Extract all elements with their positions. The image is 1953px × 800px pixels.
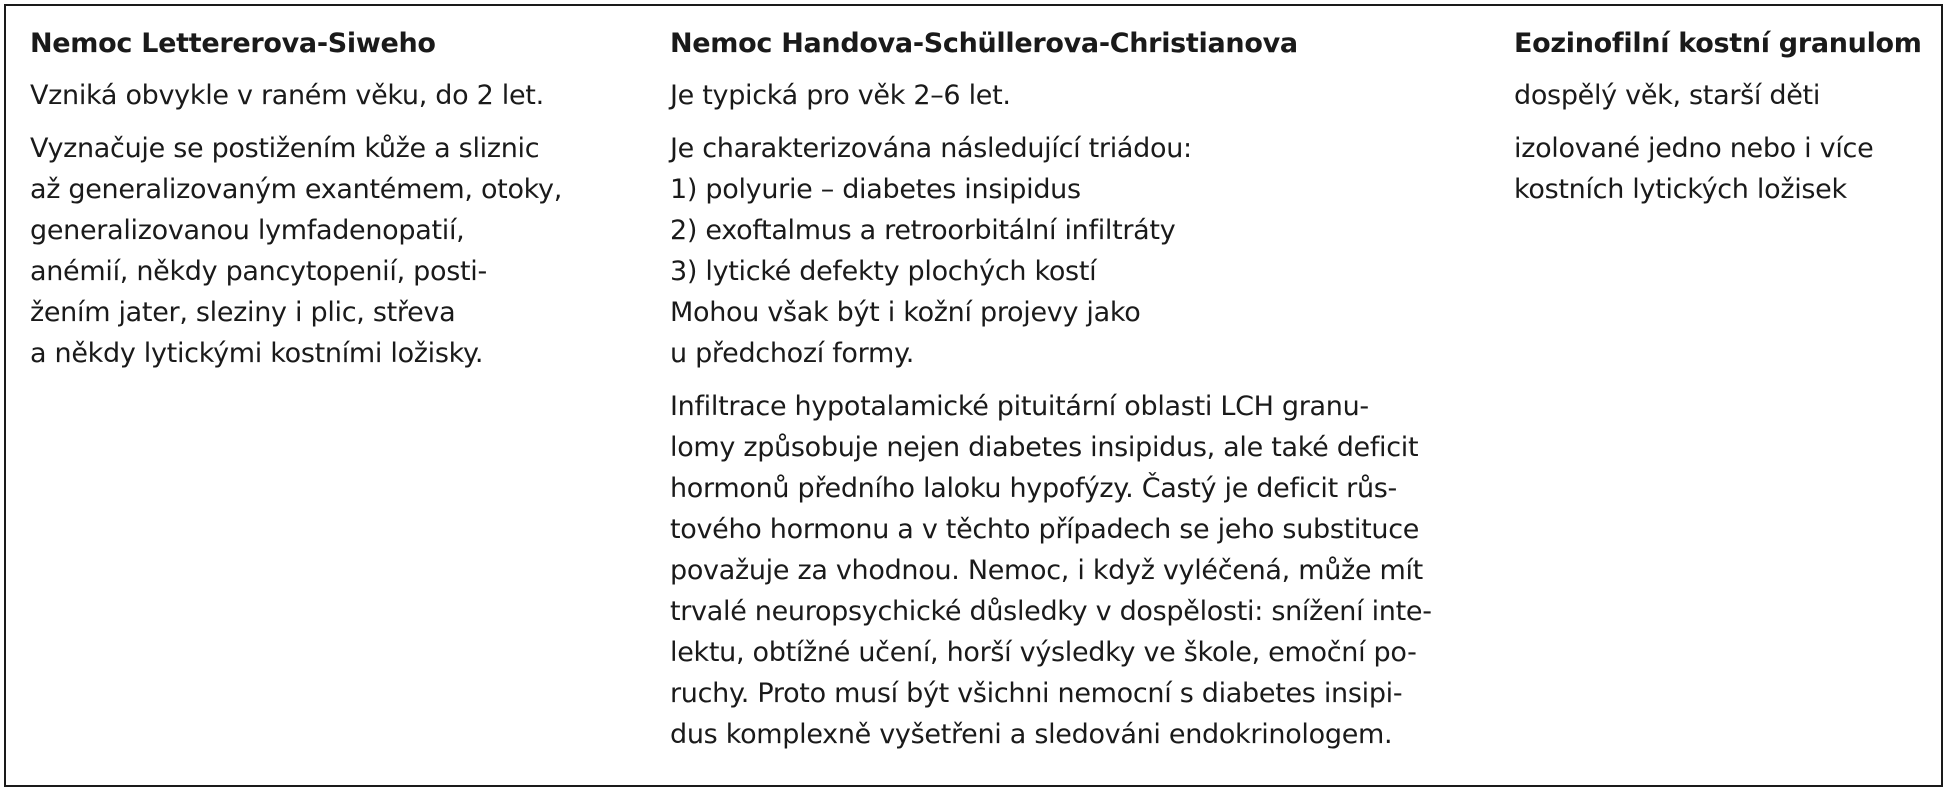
column-header: Eozinofilní kostní granulom xyxy=(1514,28,1922,59)
description-line: žením jater, sleziny i plic, střeva xyxy=(30,297,456,328)
extra-line: ruchy. Proto musí být všichni nemocní s diabetes insipi- xyxy=(670,678,1403,709)
description-line: 3) lytické defekty plochých kostí xyxy=(670,256,1097,287)
age-cell: Vzniká obvykle v raném věku, do 2 let. xyxy=(30,80,544,111)
description-line: Mohou však být i kožní projevy jako xyxy=(670,297,1141,328)
description-cell xyxy=(1514,128,1934,210)
description-line: 2) exoftalmus a retroorbitální infiltráty xyxy=(670,215,1176,246)
extra-line: považuje za vhodnou. Nemoc, i když vyléčená, může mít xyxy=(670,555,1423,586)
description-cell xyxy=(30,128,630,374)
description-cell xyxy=(670,128,1500,374)
description-line: až generalizovaným exantémem, otoky, xyxy=(30,174,563,205)
description-line: a někdy lytickými kostními ložisky. xyxy=(30,338,484,369)
description-line: u předchozí formy. xyxy=(670,338,915,369)
extra-line: dus komplexně vyšetřeni a sledováni endokrinologem. xyxy=(670,719,1393,750)
column-letterer-siwe xyxy=(30,24,630,386)
extra-line: lektu, obtížné učení, horší výsledky ve škole, emoční po- xyxy=(670,637,1417,668)
column-hand-schuller-christian xyxy=(670,24,1500,767)
description-line: Je charakterizována následující triádou: xyxy=(670,133,1192,164)
description-line: Vyznačuje se postižením kůže a sliznic xyxy=(30,133,540,164)
extra-line: tového hormonu a v těchto případech se jeho substituce xyxy=(670,514,1420,545)
description-line: kostních lytických ložisek xyxy=(1514,174,1847,205)
description-line: 1) polyurie – diabetes insipidus xyxy=(670,174,1081,205)
description-line: anémií, někdy pancytopenií, posti- xyxy=(30,256,487,287)
description-line: izolované jedno nebo i více xyxy=(1514,133,1874,164)
extra-line: lomy způsobuje nejen diabetes insipidus, ale také deficit xyxy=(670,432,1419,463)
age-cell: dospělý věk, starší děti xyxy=(1514,80,1821,111)
description-line: generalizovanou lymfadenopatií, xyxy=(30,215,465,246)
column-header: Nemoc Lettererova-Siweho xyxy=(30,28,436,59)
column-eosinophilic-granuloma xyxy=(1514,24,1934,222)
extra-line: hormonů předního laloku hypofýzy. Častý je deficit růs- xyxy=(670,473,1398,504)
age-cell: Je typická pro věk 2–6 let. xyxy=(670,80,1011,111)
column-header: Nemoc Handova-Schüllerova-Christianova xyxy=(670,28,1298,59)
comparison-table xyxy=(4,4,1943,787)
extra-description-cell xyxy=(670,386,1500,755)
extra-line: Infiltrace hypotalamické pituitární oblasti LCH granu- xyxy=(670,391,1369,422)
extra-line: trvalé neuropsychické důsledky v dospělosti: snížení inte- xyxy=(670,596,1432,627)
